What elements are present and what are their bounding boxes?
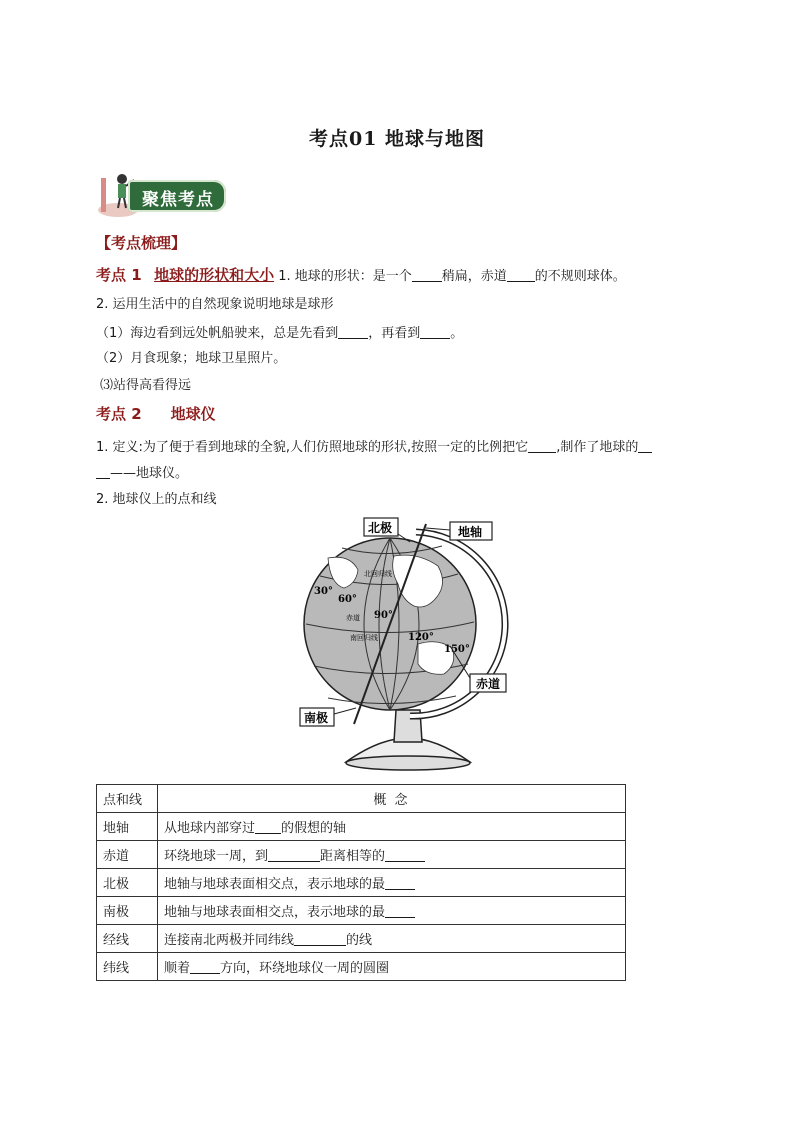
- blank[interactable]: [638, 438, 652, 453]
- kp2-heading: [96, 405, 216, 425]
- concept-text: 连接南北两极并同纬线: [164, 933, 295, 948]
- concept-text: 地轴与地球表面相交点，表示地球的最: [164, 877, 386, 892]
- kp1-text-c: 的不规则球体。: [534, 269, 626, 284]
- kp1-title: 地球的形状和大小: [154, 266, 275, 284]
- kp1-line2: 2. 运用生活中的自然现象说明地球是球形: [96, 297, 334, 312]
- table-header-row: [97, 785, 626, 813]
- kp2-def-b: ,制作了地球的: [556, 440, 639, 455]
- blank[interactable]: [338, 324, 368, 339]
- deg-30-label: 30°: [314, 586, 333, 597]
- concept-text: 方向，环绕地球仪一周的圆圈: [220, 961, 390, 976]
- kp1-l3-c: 。: [450, 326, 464, 341]
- concept-cell: [158, 841, 626, 869]
- blank[interactable]: [385, 903, 415, 918]
- north-pole-label: 北极: [368, 521, 393, 535]
- kp1-text-a: 1. 地球的形状：是一个: [278, 269, 412, 284]
- term-cell: 赤道: [97, 841, 158, 869]
- globe-base-plate: [346, 756, 470, 770]
- concept-text: 的线: [346, 933, 373, 948]
- equator-label: 赤道: [476, 677, 501, 691]
- deg-60-label: 60°: [338, 594, 357, 605]
- header-cell: 点和线: [97, 785, 158, 813]
- concept-text: 距离相等的: [320, 849, 386, 864]
- kp1-label: 考点 1: [96, 266, 142, 284]
- kp2-def-c: ——地球仪。: [110, 466, 189, 481]
- kp2-label: 考点 2: [96, 405, 142, 423]
- concept-cell: [158, 897, 626, 925]
- table-row: [97, 813, 626, 841]
- concept-cell: [158, 953, 626, 981]
- term-cell: 纬线: [97, 953, 158, 981]
- axis-label: 地轴: [458, 525, 483, 539]
- blank[interactable]: [420, 324, 450, 339]
- table-row: [97, 925, 626, 953]
- concept-text: 的假想的轴: [281, 821, 347, 836]
- concept-cell: [158, 925, 626, 953]
- deg-120-label: 120°: [408, 632, 434, 643]
- globe-illustration: [298, 514, 518, 776]
- concept-cell: [158, 813, 626, 841]
- term-cell: 经线: [97, 925, 158, 953]
- deg-150-label: 150°: [444, 644, 470, 655]
- concept-cell: [158, 869, 626, 897]
- equator-small-label: 赤道: [346, 614, 360, 622]
- page-title: 考点01 地球与地图: [308, 128, 486, 150]
- blank[interactable]: [255, 819, 281, 834]
- focus-banner: [96, 170, 228, 220]
- blank[interactable]: [96, 464, 110, 479]
- blank[interactable]: [385, 847, 425, 862]
- table-row: [97, 897, 626, 925]
- kp2-def-a: 1. 定义:为了便于看到地球的全貌,人们仿照地球的形状,按照一定的比例把它: [96, 440, 529, 455]
- concept-text: 从地球内部穿过: [164, 821, 256, 836]
- header-cell: 概 念: [158, 785, 626, 813]
- concept-text: 顺着: [164, 961, 191, 976]
- kp1-line5: ⑶站得高看得远: [100, 378, 192, 393]
- kp2-def: [96, 438, 652, 457]
- callout-line: [334, 708, 356, 714]
- kp1-line3: [96, 324, 463, 343]
- table-row: [97, 841, 626, 869]
- banner-label: 聚焦考点: [142, 190, 214, 210]
- blank[interactable]: [190, 959, 220, 974]
- deg-90-label: 90°: [374, 610, 393, 621]
- kp1-l3-a: （1）海边看到远处帆船驶来，总是先看到: [96, 326, 339, 341]
- blank[interactable]: [294, 931, 346, 946]
- kp1-text-b: 稍扁，赤道: [441, 269, 507, 284]
- south-pole-label: 南极: [304, 711, 329, 725]
- blank[interactable]: [385, 875, 415, 890]
- table-row: [97, 869, 626, 897]
- callout-line: [426, 528, 450, 530]
- section-heading: 【考点梳理】: [96, 234, 187, 252]
- kp2-def-cont: [96, 464, 188, 483]
- term-cell: 北极: [97, 869, 158, 897]
- tropic-capricorn-label: 南回归线: [350, 634, 378, 642]
- blank[interactable]: [412, 267, 442, 282]
- kp2-line2: 2. 地球仪上的点和线: [96, 492, 217, 507]
- term-cell: 地轴: [97, 813, 158, 841]
- kp1-l3-b: ，再看到: [368, 326, 421, 341]
- blank[interactable]: [507, 267, 535, 282]
- points-lines-table: [96, 784, 626, 981]
- tropic-cancer-label: 北回归线: [364, 570, 392, 578]
- term-cell: 南极: [97, 897, 158, 925]
- blank[interactable]: [268, 847, 320, 862]
- concept-text: 环绕地球一周，到: [164, 849, 269, 864]
- concept-text: 地轴与地球表面相交点，表示地球的最: [164, 905, 386, 920]
- kp1-line1: [96, 266, 626, 286]
- kp1-line4: （2）月食现象；地球卫星照片。: [96, 351, 287, 366]
- table-row: [97, 953, 626, 981]
- kp2-title: 地球仪: [170, 405, 216, 423]
- blank[interactable]: [528, 438, 556, 453]
